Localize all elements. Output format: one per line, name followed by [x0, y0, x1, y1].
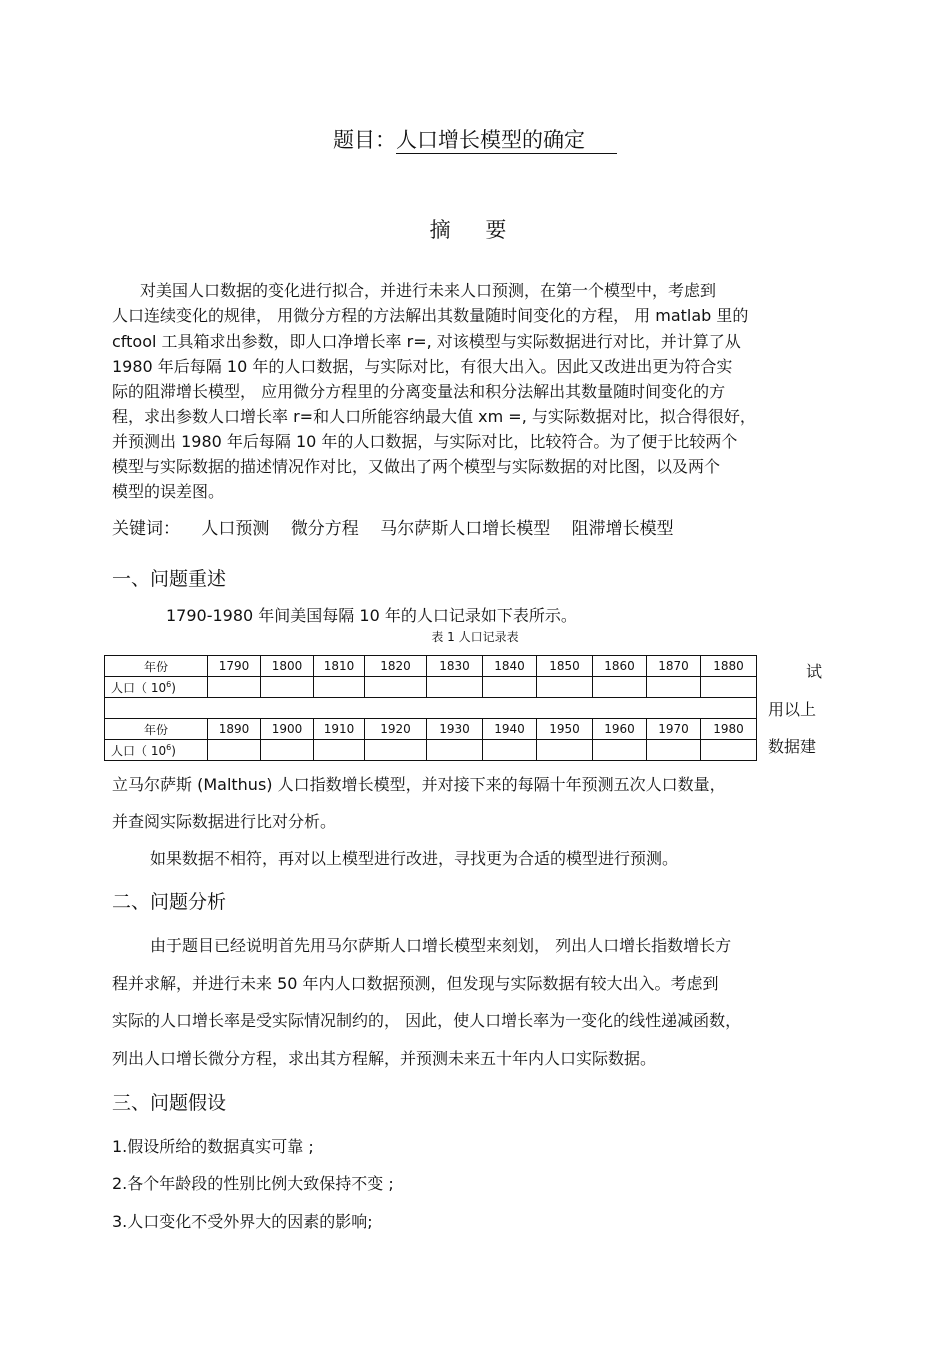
table-row — [105, 740, 757, 761]
assumption-item: 2.各个年龄段的性别比例大致保持不变 ; — [112, 1174, 394, 1193]
table-cell-year: 1920 — [365, 719, 427, 740]
table-header-year: 年份 — [105, 656, 208, 677]
table-cell-year: 1820 — [365, 656, 427, 677]
section1-line: 并查阅实际数据进行比对分析。 — [112, 812, 337, 831]
assumption-item: 3.人口变化不受外界大的因素的影响; — [112, 1212, 373, 1231]
table-cell-year: 1870 — [647, 656, 701, 677]
table-cell-year: 1880 — [701, 656, 757, 677]
table-cell-year: 1970 — [647, 719, 701, 740]
keywords-label: 关键词： — [112, 519, 180, 539]
table-cell-year: 1940 — [483, 719, 537, 740]
keyword: 人口预测 — [201, 519, 270, 539]
table-cell-year: 1860 — [593, 656, 647, 677]
table-cell-year: 1840 — [483, 656, 537, 677]
keyword: 马尔萨斯人口增长模型 — [380, 519, 551, 539]
table-cell-year: 1850 — [537, 656, 593, 677]
section1-line: 立马尔萨斯 (Malthus) 人口指数增长模型，并对接下来的每隔十年预测五次人口数量， — [112, 775, 726, 794]
section1-intro: 1790-1980 年间美国每隔 10 年的人口记录如下表所示。 — [166, 606, 577, 625]
table-cell-year: 1930 — [427, 719, 483, 740]
abstract-heading: 摘 要 — [429, 218, 521, 242]
table-row-spacer — [105, 698, 757, 719]
side-text: 试 — [806, 662, 823, 681]
table-row — [105, 719, 757, 740]
assumption-item: 1.假设所给的数据真实可靠 ; — [112, 1137, 314, 1156]
section1-note: 如果数据不相符，再对以上模型进行改进，寻找更为合适的模型进行预测。 — [150, 849, 679, 868]
table-header-year: 年份 — [105, 719, 208, 740]
abstract-line: 对美国人口数据的变化进行拟合，并进行未来人口预测，在第一个模型中，考虑到 — [140, 281, 717, 300]
side-text: 数据建 — [768, 737, 817, 756]
abstract-line: 并预测出 1980 年后每隔 10 年的人口数据，与实际对比，比较符合。为了便于比较两个 — [112, 432, 738, 451]
section2-line: 列出人口增长微分方程，求出其方程解，并预测未来五十年内人口实际数据。 — [112, 1049, 657, 1068]
table-header-population: 人口（ $10^6$) — [105, 677, 208, 698]
table-cell-year: 1900 — [261, 719, 314, 740]
abstract-line: 1980 年后每隔 10 年的人口数据，与实际对比，有很大出入。因此又改进出更为符合实 — [112, 357, 733, 376]
table-row — [105, 656, 757, 677]
section2-line: 实际的人口增长率是受实际情况制约的， 因此，使人口增长率为一变化的线性递减函数， — [112, 1011, 742, 1030]
section-heading: 三、问题假设 — [112, 1092, 227, 1114]
section-heading: 一、问题重述 — [112, 568, 227, 590]
table-cell-year: 1910 — [314, 719, 365, 740]
table-header-population: 人口（ $10^6$) — [105, 740, 208, 761]
table-caption: 表 1 人口记录表 — [431, 630, 519, 644]
abstract-line: 模型的误差图。 — [112, 482, 225, 501]
keyword: 微分方程 — [290, 519, 359, 539]
table-cell-year: 1980 — [701, 719, 757, 740]
side-text: 用以上 — [768, 700, 817, 719]
title-text: 人口增长模型的确定 — [396, 127, 617, 154]
keyword: 阻滞增长模型 — [571, 519, 674, 539]
table-cell-year: 1890 — [208, 719, 261, 740]
table-cell-year: 1790 — [208, 656, 261, 677]
abstract-line: 程，求出参数人口增长率 r=和人口所能容纳最大值 xm =, 与实际数据对比，拟合得很好， — [112, 407, 756, 426]
table-cell-year: 1800 — [261, 656, 314, 677]
section2-line: 程并求解，并进行未来 50 年内人口数据预测，但发现与实际数据有较大出入。考虑到 — [112, 974, 719, 993]
table-cell-year: 1810 — [314, 656, 365, 677]
title-prefix: 题目： — [333, 128, 396, 152]
table-row — [105, 677, 757, 698]
section2-line: 由于题目已经说明首先用马尔萨斯人口增长模型来刻划， 列出人口增长指数增长方 — [150, 936, 732, 955]
population-table — [104, 655, 757, 761]
abstract-line: 模型与实际数据的描述情况作对比，又做出了两个模型与实际数据的对比图，以及两个 — [112, 457, 721, 476]
keywords — [112, 514, 690, 539]
section-heading: 二、问题分析 — [112, 891, 227, 913]
table-cell-year: 1950 — [537, 719, 593, 740]
abstract-line: cftool 工具箱求出参数，即人口净增长率 r=, 对该模型与实际数据进行对比，并计算了从 — [112, 332, 741, 351]
table-cell-year: 1830 — [427, 656, 483, 677]
abstract-line: 人口连续变化的规律， 用微分方程的方法解出其数量随时间变化的方程， 用 matlab 里的 — [112, 306, 749, 325]
abstract-line: 际的阻滞增长模型， 应用微分方程里的分离变量法和积分法解出其数量随时间变化的方 — [112, 382, 726, 401]
table-cell-year: 1960 — [593, 719, 647, 740]
page-title — [0, 124, 950, 154]
